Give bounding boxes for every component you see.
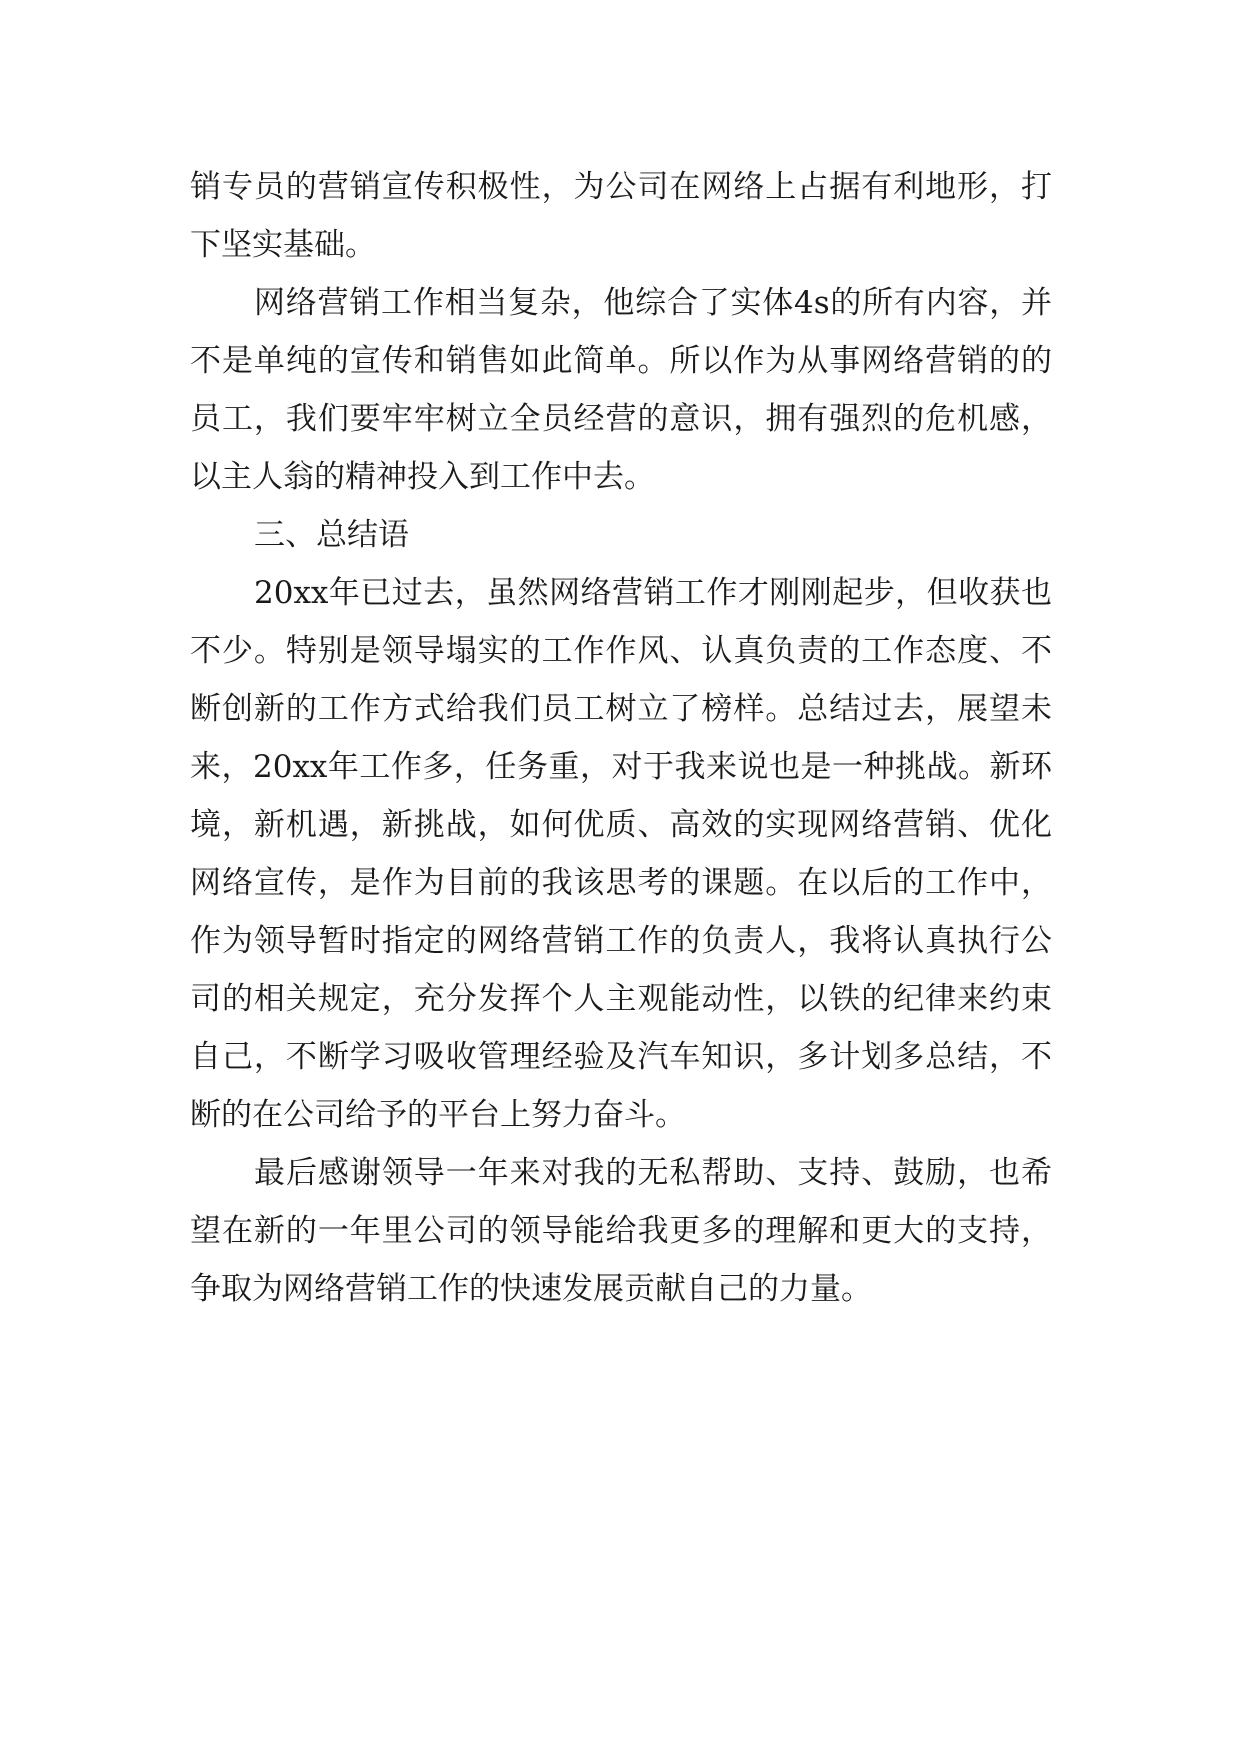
paragraph-network-marketing: 网络营销工作相当复杂，他综合了实体4s的所有内容，并不是单纯的宣传和销售如此简单。所以作为从事网络营销的的员工，我们要牢牢树立全员经营的意识，拥有强烈的危机感，以主人翁的精神投入到工作中去。 — [190, 285, 1052, 495]
paragraph-thanks: 最后感谢领导一年来对我的无私帮助、支持、鼓励，也希望在新的一年里公司的领导能给我更多的理解和更大的支持，争取为网络营销工作的快速发展贡献自己的力量。 — [190, 1155, 1052, 1307]
paragraph-year-review: 20xx年已过去，虽然网络营销工作才刚刚起步，但收获也不少。特别是领导塌实的工作作风、认真负责的工作态度、不断创新的工作方式给我们员工树立了榜样。总结过去，展望未来，20xx年工作多，任务重，对于我来说也是一种挑战。新环境，新机遇，新挑战，如何优质、高效的实现网络营销、优化网络宣传，是作为目前的我该思考的课题。在以后的工作中，作为领导暂时指定的网络营销工作的负责人，我将认真执行公司的相关规定，充分发挥个人主观能动性，以铁的纪律来约束自己，不断学习吸收管理经验及汽车知识，多计划多总结，不断的在公司给予的平台上努力奋斗。 — [190, 575, 1052, 1133]
document-body — [190, 158, 1052, 1318]
paragraph-continuation: 销专员的营销宣传积极性，为公司在网络上占据有利地形，打下坚实基础。 — [190, 169, 1052, 263]
section-heading-summary: 三、总结语 — [254, 517, 409, 553]
